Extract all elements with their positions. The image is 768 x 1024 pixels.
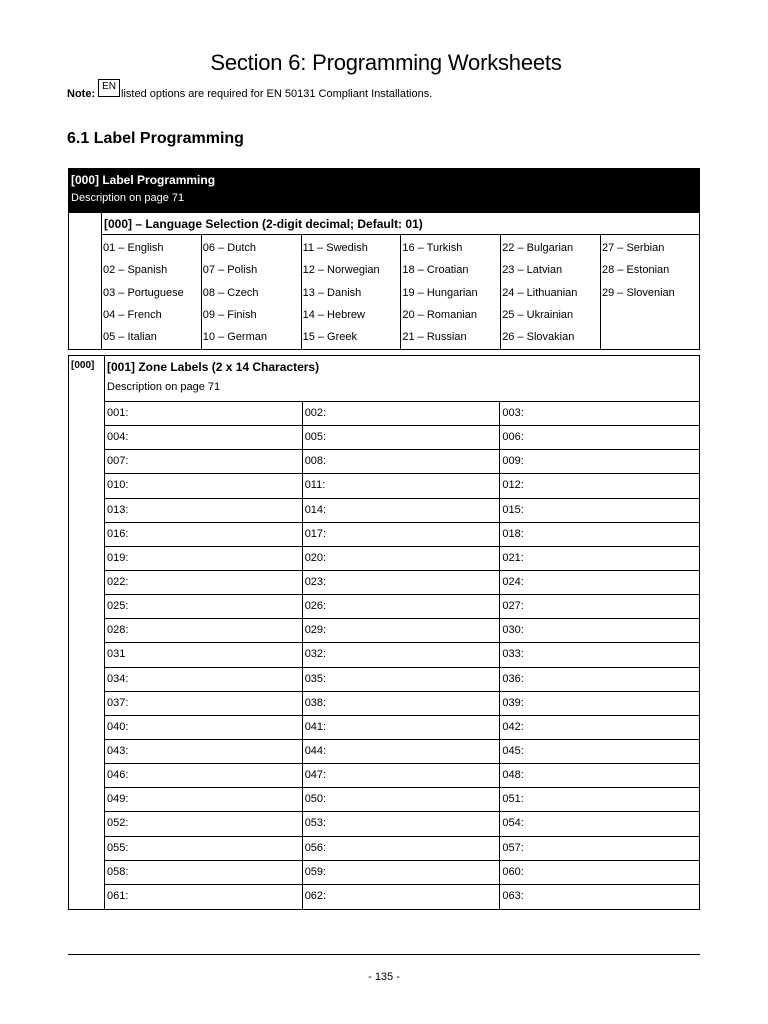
zone-label-cell: 011: [303,474,501,497]
zone-label-cell: 047: [303,764,501,787]
note-label: Note: [67,88,96,100]
table-row [105,619,699,643]
zone-label-cell: 001: [105,402,303,425]
language-option: 25 – Ukrainian [502,308,574,321]
language-option: 22 – Bulgarian [502,242,574,254]
table-row [105,474,699,498]
zone-labels-header [105,356,699,402]
language-option: 06 – Dutch [202,242,256,254]
page-number: - 135 - [368,971,400,983]
zone-label-cell: 006: [502,431,524,444]
language-option: 28 – Estonian [601,264,670,277]
table-row [105,740,699,764]
zone-label-cell: 037: [105,692,303,715]
zone-label-cell: 025: [105,595,303,618]
language-option: 09 – Finish [202,308,257,321]
table-row [105,547,699,571]
language-option: 07 – Polish [202,264,258,277]
zone-label-cell: 044: [303,740,501,763]
zone-label-cell: 041: [303,716,501,739]
zone-label-grid [105,402,699,909]
zone-label-cell: 010: [105,474,303,497]
language-option: 04 – French [103,308,162,321]
label-programming-description: Description on page 71 [71,192,185,204]
zone-label-cell: 046: [105,764,303,787]
zone-label-cell: 019: [105,547,303,570]
zone-label-cell: 020: [303,547,501,570]
language-option: 10 – German [202,331,267,344]
zone-labels-title: [001] Zone Labels (2 x 14 Characters) [107,360,320,374]
zone-label-cell: 012: [502,479,524,492]
zone-label-cell: 045: [502,744,524,757]
zone-label-cell: 040: [105,716,303,739]
language-column [401,235,501,349]
zone-label-cell: 038: [303,692,501,715]
language-option: 21 – Russian [402,331,467,344]
zone-label-cell: 008: [303,450,501,473]
language-option: 18 – Croatian [402,264,469,277]
zone-label-cell: 028: [105,619,303,642]
label-programming-table [68,168,700,350]
language-option: 29 – Slovenian [601,286,675,299]
language-option: 20 – Romanian [402,308,477,321]
zone-label-cell: 050: [303,788,501,811]
zone-label-cell: 016: [105,523,303,546]
zone-label-cell: 030: [502,624,524,637]
table-row [105,788,699,812]
zone-label-cell: 042: [502,720,524,733]
table-row [105,812,699,836]
table-row [105,426,699,450]
table-row [105,499,699,523]
language-option: 11 – Swedish [302,242,368,254]
zone-label-cell: 007: [105,450,303,473]
zone-label-cell: 043: [105,740,303,763]
language-option: 12 – Norwegian [302,264,380,277]
zone-label-cell: 014: [303,499,501,522]
zone-label-cell: 049: [105,788,303,811]
language-option: 26 – Slovakian [502,331,575,344]
language-selection-heading: [000] – Language Selection (2-digit decimal; Default: 01) [102,213,699,235]
table-row [105,764,699,788]
en-badge: EN [98,79,120,97]
zone-label-cell: 061: [105,885,303,909]
zone-label-cell: 051: [502,793,524,806]
zone-label-cell: 029: [303,619,501,642]
table-row [105,571,699,595]
language-option: 16 – Turkish [402,242,463,254]
language-option: 23 – Latvian [502,264,563,277]
language-option: 03 – Portuguese [103,286,184,299]
language-option: 19 – Hungarian [402,286,478,299]
zone-label-cell: 060: [502,865,524,878]
table-row [105,716,699,740]
note-text: listed options are required for EN 50131 Compliant Installations. [121,88,433,100]
zone-label-cell: 059: [303,861,501,884]
zone-label-cell: 062: [303,885,501,909]
zone-label-cell: 053: [303,812,501,835]
zone-labels-table [68,355,700,910]
language-option: 27 – Serbian [601,242,665,254]
zone-label-cell: 017: [303,523,501,546]
language-column [102,235,202,349]
language-selection-section [69,213,699,349]
table-row [105,595,699,619]
zone-label-cell: 054: [502,817,524,830]
zone-label-cell: 015: [502,503,524,516]
language-option: 01 – English [103,242,164,254]
zone-label-cell: 013: [105,499,303,522]
table-row [105,885,699,909]
zone-label-cell: 026: [303,595,501,618]
zone-label-cell: 027: [502,600,524,613]
zone-label-cell: 036: [502,672,524,685]
table-row [105,450,699,474]
table-row [105,692,699,716]
page-title: Section 6: Programming Worksheets [210,50,562,75]
language-option: 15 – Greek [302,331,358,344]
zone-label-cell: 023: [303,571,501,594]
zone-label-cell: 002: [303,402,501,425]
table-row [105,643,699,667]
table-row [105,523,699,547]
language-option: 02 – Spanish [103,264,168,277]
zone-label-cell: 034: [105,668,303,691]
zone-label-cell: 048: [502,769,524,782]
section-heading: 6.1 Label Programming [67,130,244,147]
zone-label-cell: 004: [105,426,303,449]
zone-label-cell: 035: [303,668,501,691]
footer-rule [68,954,700,955]
zone-label-cell: 058: [105,861,303,884]
table-row [105,837,699,861]
zone-label-cell: 005: [303,426,501,449]
zone-label-cell: 003: [502,407,524,419]
language-option: 13 – Danish [302,286,362,299]
label-programming-title: [000] Label Programming [71,173,216,187]
zone-label-cell: 057: [502,841,524,854]
compliance-note [67,81,433,100]
table-row [105,668,699,692]
language-option: 24 – Lithuanian [502,286,578,299]
language-column [601,235,699,349]
indent-column [69,213,102,349]
label-programming-header [69,169,699,213]
zone-label-cell: 031 [105,643,303,666]
zone-label-cell: 018: [502,527,524,540]
language-option: 14 – Hebrew [302,308,365,321]
table-row [105,861,699,885]
zone-label-cell: 022: [105,571,303,594]
language-column [501,235,601,349]
zone-label-cell: 021: [502,551,524,564]
zone-labels-description: Description on page 71 [107,381,221,393]
zone-label-cell: 039: [502,696,524,709]
language-column [202,235,302,349]
zone-label-cell: 009: [502,455,524,468]
language-option: 05 – Italian [103,331,157,344]
zone-label-cell: 056: [303,837,501,860]
zone-label-cell: 052: [105,812,303,835]
zone-label-cell: 032: [303,643,501,666]
language-grid [102,235,699,349]
table-row [105,402,699,426]
zone-label-cell: 055: [105,837,303,860]
language-column [302,235,402,349]
zone-labels-tag: [000] [69,356,105,909]
zone-label-cell: 063: [502,889,524,902]
zone-label-cell: 024: [502,575,524,588]
language-option: 08 – Czech [202,286,259,299]
zone-label-cell: 033: [502,648,524,661]
